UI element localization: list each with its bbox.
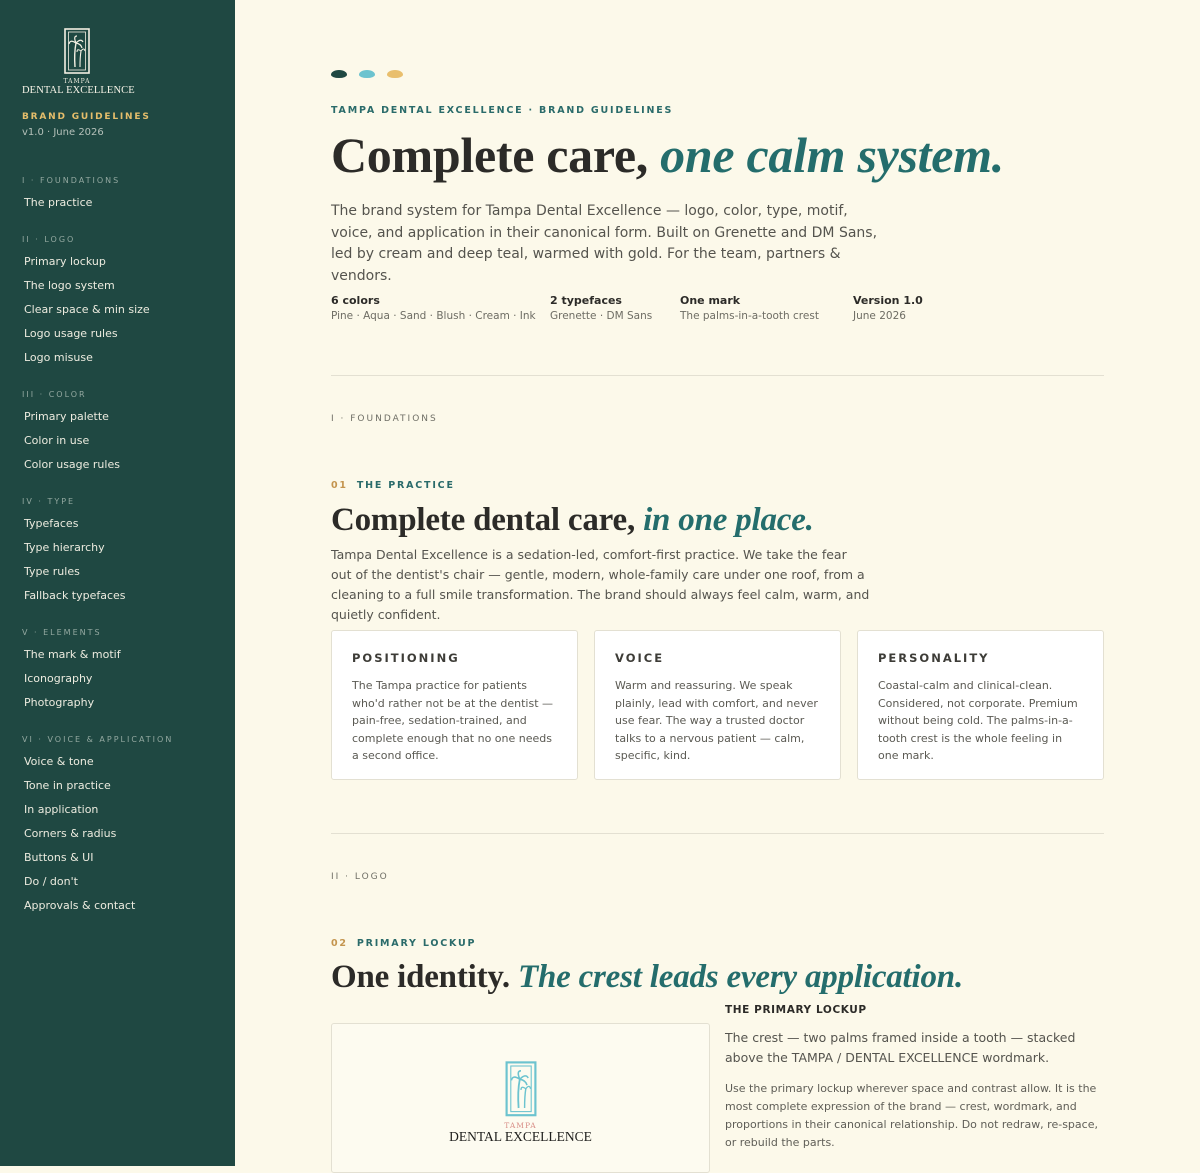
card-body: Warm and reassuring. We speak plainly, lead with comfort, and never use fear. The way a trusted doctor talks to a nervous patient — calm, specific, kind. xyxy=(615,679,818,762)
stat-key: Version 1.0 xyxy=(853,294,923,307)
sidebar-item-photography[interactable]: Photography xyxy=(24,696,95,709)
sidebar-logo[interactable] xyxy=(22,27,135,96)
nav-group-title: V · ELEMENTS xyxy=(22,628,102,637)
logo-heading xyxy=(331,959,963,996)
hero-eyebrow: TAMPA DENTAL EXCELLENCE · BRAND GUIDELINES xyxy=(331,105,674,116)
palm-tooth-crest-icon xyxy=(503,1060,539,1120)
stat-key: 2 typefaces xyxy=(550,294,622,307)
primary-lockup-title: THE PRIMARY LOCKUP xyxy=(725,1004,867,1016)
sidebar-item-logo-usage-rules[interactable]: Logo usage rules xyxy=(24,327,118,340)
sidebar-item-do-dont[interactable]: Do / don't xyxy=(24,875,78,888)
palm-tooth-crest-icon xyxy=(62,27,92,77)
stat-colors xyxy=(331,294,536,322)
card-title: PERSONALITY xyxy=(878,651,990,665)
pine-leaf-icon xyxy=(331,70,347,78)
card-personality xyxy=(857,630,1104,780)
subsection-title: THE PRACTICE xyxy=(356,480,455,491)
heading-plain: One identity. xyxy=(331,959,510,995)
stat-value: Grenette · DM Sans xyxy=(550,310,653,322)
stat-value: June 2026 xyxy=(853,310,906,322)
sidebar-item-approvals-contact[interactable]: Approvals & contact xyxy=(24,899,136,912)
sidebar-item-typefaces[interactable]: Typefaces xyxy=(24,517,79,530)
sidebar-version: v1.0 · June 2026 xyxy=(22,127,104,138)
sidebar-item-mark-motif[interactable]: The mark & motif xyxy=(24,648,121,661)
card-body: The Tampa practice for patients who'd rather not be at the dentist — pain-free, sedation-trained, and complete enough that no one needs a second office. xyxy=(352,679,554,762)
logo-wordmark: DENTAL EXCELLENCE xyxy=(22,85,135,96)
sidebar-nav xyxy=(22,176,222,938)
hero-title-plain: Complete care, xyxy=(331,127,648,183)
sidebar xyxy=(0,0,235,1166)
primary-lockup-preview xyxy=(331,1023,710,1173)
subsection-label-practice xyxy=(331,480,455,491)
sidebar-item-iconography[interactable]: Iconography xyxy=(24,672,93,685)
nav-group-title: IV · TYPE xyxy=(22,497,76,506)
sidebar-item-primary-lockup[interactable]: Primary lockup xyxy=(24,255,106,268)
nav-group-logo xyxy=(22,235,222,370)
stat-mark xyxy=(680,294,819,322)
card-body: Coastal-calm and clinical-clean. Considered, not corporate. Premium without being cold. The palms-in-a-tooth crest is the whole feeling in one mark. xyxy=(878,679,1078,762)
sidebar-item-type-rules[interactable]: Type rules xyxy=(24,565,80,578)
stat-value: Pine · Aqua · Sand · Blush · Cream · Ink xyxy=(331,310,536,322)
sidebar-item-color-in-use[interactable]: Color in use xyxy=(24,434,90,447)
card-voice xyxy=(594,630,841,780)
practice-body: Tampa Dental Excellence is a sedation-led, comfort-first practice. We take the fear out of the dentist's chair — gentle, modern, whole-family care under one roof, from a cleaning to a full smile transformation. The brand should always feel calm, warm, and quietly confident. xyxy=(331,547,870,622)
hero-lede: The brand system for Tampa Dental Excellence — logo, color, type, motif, voice, and application in their canonical form. Built on Grenette and DM Sans, led by cream and deep teal, warmed with gold. For the team, partners & vendors. xyxy=(331,203,878,284)
sidebar-item-clear-space[interactable]: Clear space & min size xyxy=(24,303,150,316)
sidebar-item-in-application[interactable]: In application xyxy=(24,803,99,816)
sidebar-item-logo-misuse[interactable]: Logo misuse xyxy=(24,351,93,364)
nav-group-title: II · LOGO xyxy=(22,235,76,244)
logo-tampa-text: TAMPA xyxy=(63,78,91,85)
sidebar-item-voice-tone[interactable]: Voice & tone xyxy=(24,755,94,768)
nav-group-title: VI · VOICE & APPLICATION xyxy=(22,735,174,744)
section-label-logo: II · LOGO xyxy=(331,872,389,882)
sidebar-item-type-hierarchy[interactable]: Type hierarchy xyxy=(24,541,105,554)
stat-version xyxy=(853,294,923,322)
nav-group-voice xyxy=(22,735,222,918)
subsection-number: 02 xyxy=(331,938,348,949)
heading-italic: The crest leads every application. xyxy=(517,959,964,995)
divider xyxy=(331,833,1104,834)
sidebar-item-tone-in-practice[interactable]: Tone in practice xyxy=(24,779,111,792)
leaf-dots xyxy=(331,70,403,78)
aqua-leaf-icon xyxy=(359,70,375,78)
card-positioning xyxy=(331,630,578,780)
heading-plain: Complete dental care, xyxy=(331,502,636,538)
lockup-wordmark: DENTAL EXCELLENCE xyxy=(449,1129,592,1144)
sidebar-item-logo-system[interactable]: The logo system xyxy=(24,279,115,292)
sidebar-item-color-usage-rules[interactable]: Color usage rules xyxy=(24,458,120,471)
subsection-title: PRIMARY LOCKUP xyxy=(356,938,477,949)
card-title: VOICE xyxy=(615,651,665,665)
nav-group-title: I · FOUNDATIONS xyxy=(22,176,121,185)
heading-italic: in one place. xyxy=(643,502,814,538)
hero-title xyxy=(331,126,1004,184)
card-title: POSITIONING xyxy=(352,651,460,665)
nav-group-color xyxy=(22,390,222,477)
section-label-foundations: I · FOUNDATIONS xyxy=(331,414,438,424)
stat-typefaces xyxy=(550,294,652,322)
primary-lockup xyxy=(332,1060,709,1145)
sand-leaf-icon xyxy=(387,70,403,78)
practice-heading xyxy=(331,502,814,539)
sidebar-item-fallback-typefaces[interactable]: Fallback typefaces xyxy=(24,589,126,602)
primary-lockup-body: Use the primary lockup wherever space and contrast allow. It is the most complete expression of the brand — crest, wordmark, and proportions in their canonical relationship. Do not redraw, re-space, or rebuild the parts. xyxy=(725,1082,1098,1149)
nav-group-foundations xyxy=(22,176,222,215)
stat-value: The palms-in-a-tooth crest xyxy=(680,310,819,322)
sidebar-item-corners-radius[interactable]: Corners & radius xyxy=(24,827,117,840)
lockup-tampa-text: TAMPA xyxy=(504,1121,537,1130)
hero-stats xyxy=(331,294,1031,324)
divider xyxy=(331,375,1104,376)
nav-group-type xyxy=(22,497,222,608)
nav-group-elements xyxy=(22,628,222,715)
primary-lockup-lede: The crest — two palms framed inside a tooth — stacked above the TAMPA / DENTAL EXCELLENCE wordmark. xyxy=(725,1030,1076,1065)
sidebar-item-the-practice[interactable]: The practice xyxy=(24,196,93,209)
sidebar-item-primary-palette[interactable]: Primary palette xyxy=(24,410,109,423)
subsection-label-lockup xyxy=(331,938,476,949)
sidebar-item-buttons-ui[interactable]: Buttons & UI xyxy=(24,851,94,864)
nav-group-title: III · COLOR xyxy=(22,390,87,399)
stat-key: One mark xyxy=(680,294,741,307)
subsection-number: 01 xyxy=(331,480,348,491)
stat-key: 6 colors xyxy=(331,294,380,307)
hero-title-italic: one calm system. xyxy=(660,127,1004,183)
sidebar-brand-label: BRAND GUIDELINES xyxy=(22,112,151,122)
